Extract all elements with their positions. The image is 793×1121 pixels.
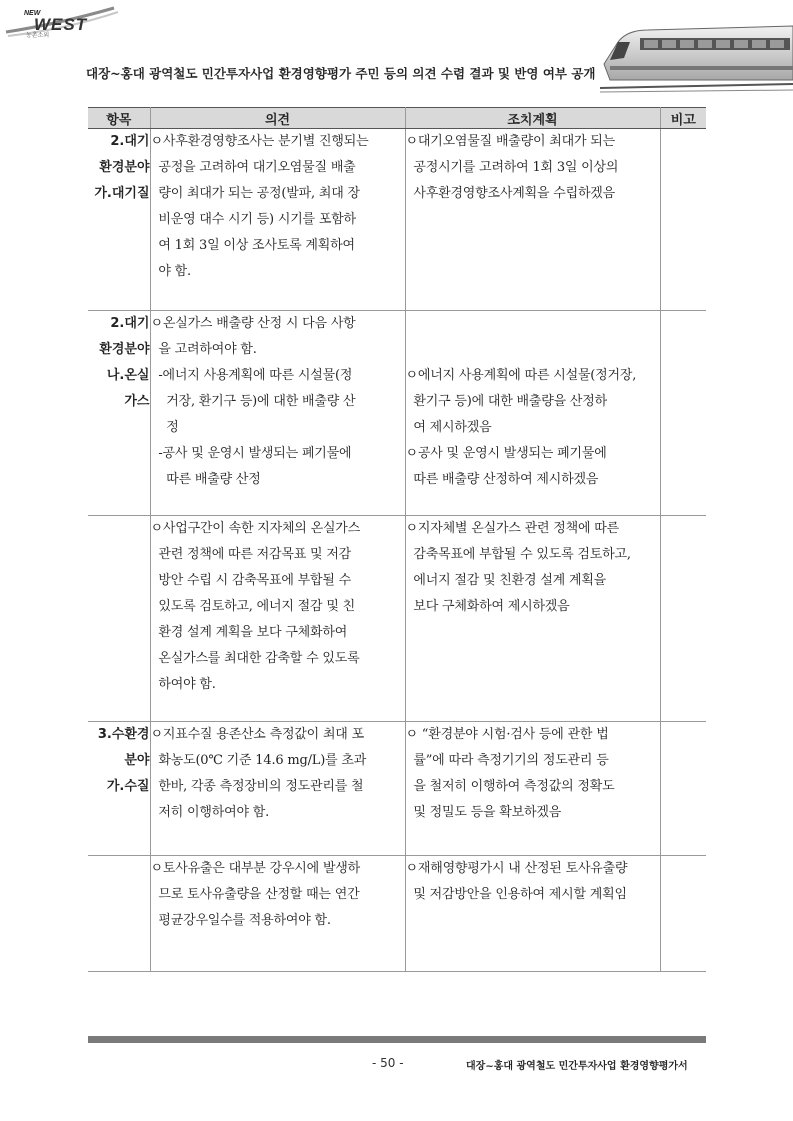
action-cell	[405, 129, 660, 311]
action-line: ㅇ지자체별 온실가스 관련 정책에 따른	[405, 521, 619, 536]
opinion-line: 야 함.	[150, 264, 191, 279]
remarks-cell	[660, 129, 706, 311]
action-line: 따른 배출량 산정하여 제시하겠음	[405, 472, 599, 487]
opinion-line: 따른 배출량 산정	[150, 472, 261, 487]
opinion-cell	[150, 856, 405, 972]
opinion-table	[88, 107, 706, 972]
opinion-line: 공정을 고려하여 대기오염물질 배출	[150, 160, 356, 175]
action-line: 에너지 절감 및 친환경 설계 계획을	[405, 573, 607, 588]
action-line	[406, 337, 660, 363]
header-remarks: 비고	[660, 108, 706, 129]
action-line: 사후환경영향조사계획을 수립하겠음	[405, 186, 616, 201]
opinion-line: 있도록 검토하고, 에너지 절감 및 친	[150, 599, 355, 614]
action-cell	[405, 516, 660, 722]
action-line: 을 철저히 이행하여 측정값의 정확도	[405, 779, 615, 794]
action-line: 환기구 등)에 대한 배출량을 산정하	[405, 394, 607, 409]
action-line: 공정시기를 고려하여 1회 3일 이상의	[405, 160, 619, 175]
category-cell	[88, 856, 150, 972]
action-line: 률”에 따라 측정기기의 정도관리 등	[405, 753, 609, 768]
action-line: 감축목표에 부합될 수 있도록 검토하고,	[405, 547, 631, 562]
action-line	[406, 311, 660, 337]
train-icon	[600, 8, 793, 94]
action-line: 여 제시하겠음	[405, 420, 492, 435]
page-number: - 50 -	[372, 1056, 404, 1070]
header-opinion: 의견	[150, 108, 405, 129]
header-item: 항목	[88, 108, 150, 129]
opinion-line: ㅇ지표수질 용존산소 측정값이 최대 포	[150, 727, 364, 742]
opinion-cell	[150, 722, 405, 856]
logo-tagline: 농촌소외	[26, 32, 50, 39]
table-row	[88, 516, 706, 722]
opinion-line: 하여야 함.	[150, 677, 216, 692]
action-line: ㅇ대기오염물질 배출량이 최대가 되는	[405, 134, 616, 149]
table-row	[88, 856, 706, 972]
opinion-line: 평균강우일수를 적용하여야 함.	[150, 913, 331, 928]
opinion-line: ㅇ사후환경영향조사는 분기별 진행되는	[150, 134, 369, 149]
table-row	[88, 129, 706, 311]
action-line: ㅇ재해영향평가시 내 산정된 토사유출량	[405, 861, 628, 876]
category-cell: 2.대기 환경분야 나.온실 가스	[88, 311, 150, 516]
header-title: 대장~홍대 광역철도 민간투자사업 환경영향평가 주민 등의 의견 수렴 결과 및 반영 여부 공개	[86, 66, 596, 81]
footer-divider	[88, 1036, 706, 1043]
opinion-line: 비운영 대수 시기 등) 시기를 포함하	[150, 212, 356, 227]
opinion-line: -에너지 사용계획에 따른 시설물(정	[150, 368, 353, 383]
action-line: 및 정밀도 등을 확보하겠음	[405, 805, 562, 820]
opinion-line: 량이 최대가 되는 공정(발파, 최대 장	[150, 186, 360, 201]
footer-title: 대장~홍대 광역철도 민간투자사업 환경영향평가서	[466, 1061, 688, 1072]
opinion-line: 한바, 각종 측정장비의 정도관리를 철	[150, 779, 364, 794]
action-line: 보다 구체화하여 제시하겠음	[405, 599, 570, 614]
opinion-cell	[150, 516, 405, 722]
action-line: 및 저감방안을 인용하여 제시할 계획임	[405, 887, 627, 902]
table-row	[88, 722, 706, 856]
opinion-line: 므로 토사유출량을 산정할 때는 연간	[150, 887, 360, 902]
remarks-cell	[660, 856, 706, 972]
opinion-line: 거장, 환기구 등)에 대한 배출량 산	[150, 394, 356, 409]
category-cell: 3.수환경 분야 가.수질	[88, 722, 150, 856]
opinion-line: 저히 이행하여야 함.	[150, 805, 270, 820]
new-west-logo	[2, 2, 122, 42]
action-line: ㅇ공사 및 운영시 발생되는 폐기물에	[405, 446, 607, 461]
remarks-cell	[660, 722, 706, 856]
action-line: ㅇ에너지 사용계획에 따른 시설물(정거장,	[405, 368, 637, 383]
opinion-line: ㅇ사업구간이 속한 지자체의 온실가스	[150, 521, 361, 536]
action-cell	[405, 856, 660, 972]
table-header-row	[88, 108, 706, 129]
opinion-line: 을 고려하여야 함.	[150, 342, 257, 357]
opinion-line: 정	[150, 420, 179, 435]
action-cell	[405, 311, 660, 516]
remarks-cell	[660, 516, 706, 722]
opinion-line: 온실가스를 최대한 감축할 수 있도록	[150, 651, 360, 666]
action-cell	[405, 722, 660, 856]
opinion-line: 환경 설계 계획을 보다 구체화하여	[150, 625, 348, 640]
table-row	[88, 311, 706, 516]
page-header	[0, 0, 793, 100]
action-line: ㅇ “환경분야 시험·검사 등에 관한 법	[405, 727, 609, 742]
logo-west-text: WEST	[34, 15, 88, 34]
opinion-line: 방안 수립 시 감축목표에 부합될 수	[150, 573, 352, 588]
opinion-line: ㅇ온실가스 배출량 산정 시 다음 사항	[150, 316, 356, 331]
opinion-cell	[150, 129, 405, 311]
remarks-cell	[660, 311, 706, 516]
opinion-line: 화농도(0℃ 기준 14.6 mg/L)를 초과	[150, 753, 367, 768]
category-cell: 2.대기 환경분야 가.대기질	[88, 129, 150, 311]
header-action-plan: 조치계획	[405, 108, 660, 129]
category-cell	[88, 516, 150, 722]
logo-new-text: NEW	[24, 10, 41, 17]
opinion-line: ㅇ토사유출은 대부분 강우시에 발생하	[150, 861, 361, 876]
opinion-cell	[150, 311, 405, 516]
opinion-line: -공사 및 운영시 발생되는 폐기물에	[150, 446, 352, 461]
opinion-line: 여 1회 3일 이상 조사토록 계획하여	[150, 238, 355, 253]
opinion-line: 관련 정책에 따른 저감목표 및 저감	[150, 547, 352, 562]
